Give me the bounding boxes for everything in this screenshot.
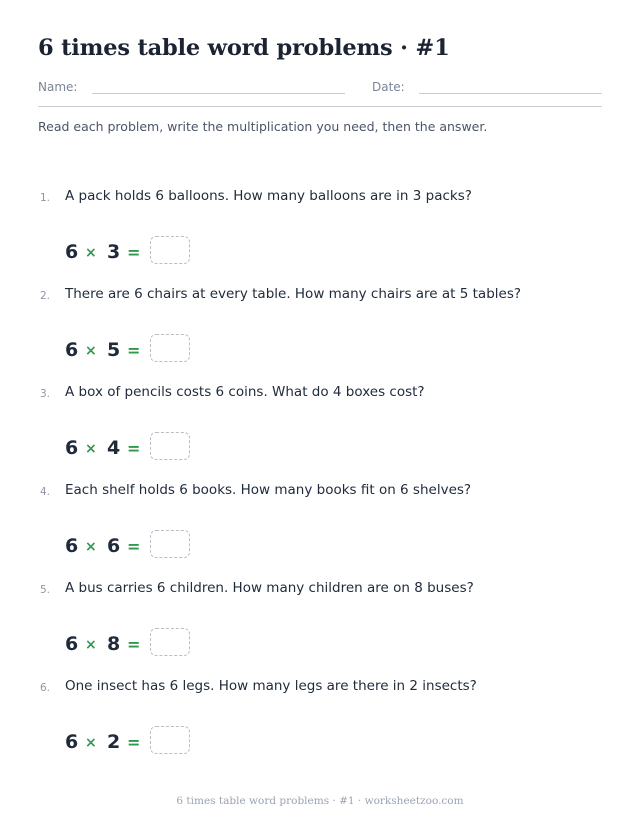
factor-b: 4 <box>107 437 121 459</box>
problem-item <box>38 482 608 580</box>
answer-box[interactable] <box>150 334 190 362</box>
name-field[interactable] <box>92 93 345 94</box>
problem-number: 3. <box>40 388 51 400</box>
equals-sign: = <box>127 635 141 654</box>
problem-number: 5. <box>40 584 51 596</box>
factor-a: 6 <box>65 535 79 557</box>
factor-a: 6 <box>65 339 79 361</box>
answer-box[interactable] <box>150 236 190 264</box>
times-sign: × <box>85 735 97 751</box>
equals-sign: = <box>127 243 141 262</box>
date-field[interactable] <box>419 93 602 94</box>
problem-number: 1. <box>40 192 51 204</box>
answer-box[interactable] <box>150 530 190 558</box>
name-label: Name: <box>38 80 78 94</box>
problem-item <box>38 580 608 678</box>
equals-sign: = <box>127 439 141 458</box>
problem-text: A bus carries 6 children. How many children are on 8 buses? <box>65 580 474 596</box>
page-title: 6 times table word problems · #1 <box>38 35 450 61</box>
problem-text: A box of pencils costs 6 coins. What do 4 boxes cost? <box>65 384 425 400</box>
factor-a: 6 <box>65 437 79 459</box>
factor-b: 5 <box>107 339 121 361</box>
date-label: Date: <box>372 80 405 94</box>
times-sign: × <box>85 441 97 457</box>
equals-sign: = <box>127 537 141 556</box>
answer-box[interactable] <box>150 726 190 754</box>
problem-number: 4. <box>40 486 51 498</box>
problem-number: 6. <box>40 682 51 694</box>
factor-a: 6 <box>65 241 79 263</box>
factor-b: 3 <box>107 241 121 263</box>
times-sign: × <box>85 343 97 359</box>
problem-text: Each shelf holds 6 books. How many books fit on 6 shelves? <box>65 482 472 498</box>
problem-text: A pack holds 6 balloons. How many balloons are in 3 packs? <box>65 188 472 204</box>
problem-item <box>38 286 608 384</box>
problem-number: 2. <box>40 290 51 302</box>
problem-item <box>38 188 608 286</box>
header-divider <box>38 106 602 107</box>
factor-b: 2 <box>107 731 121 753</box>
problem-text: One insect has 6 legs. How many legs are there in 2 insects? <box>65 678 477 694</box>
factor-b: 8 <box>107 633 121 655</box>
factor-b: 6 <box>107 535 121 557</box>
times-sign: × <box>85 245 97 261</box>
times-sign: × <box>85 539 97 555</box>
times-sign: × <box>85 637 97 653</box>
factor-a: 6 <box>65 731 79 753</box>
factor-a: 6 <box>65 633 79 655</box>
name-date-row <box>38 80 602 108</box>
answer-box[interactable] <box>150 432 190 460</box>
instructions-text: Read each problem, write the multiplication you need, then the answer. <box>38 119 488 134</box>
problem-text: There are 6 chairs at every table. How many chairs are at 5 tables? <box>65 286 522 302</box>
equals-sign: = <box>127 341 141 360</box>
equals-sign: = <box>127 733 141 752</box>
problem-item <box>38 384 608 482</box>
problem-item <box>38 678 608 776</box>
answer-box[interactable] <box>150 628 190 656</box>
footer-text: 6 times table word problems · #1 · worksheetzoo.com <box>176 795 464 807</box>
